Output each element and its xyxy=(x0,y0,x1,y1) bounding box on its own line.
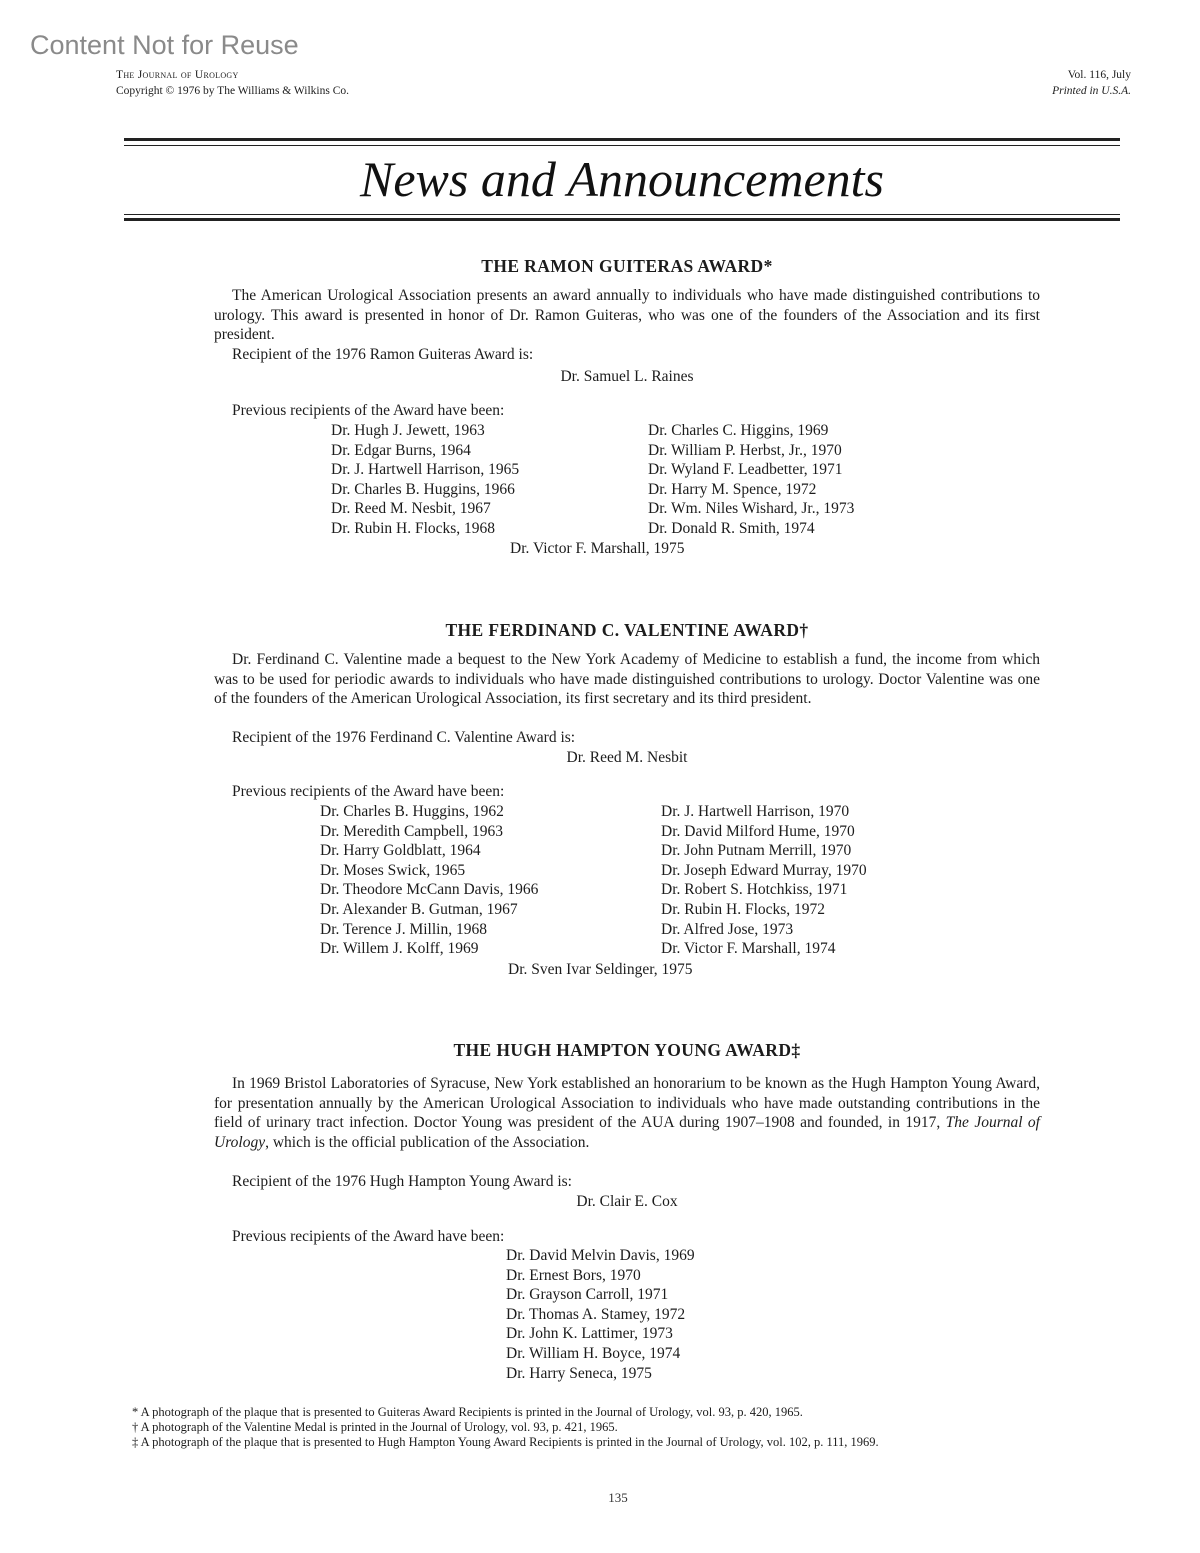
footnotes xyxy=(116,1405,946,1450)
list-item: Dr. Hugh J. Jewett, 1963 xyxy=(331,422,485,439)
valentine-body: Dr. Ferdinand C. Valentine made a bequest to the New York Academy of Medicine to establish a fund, the income from which was to be used for periodic awards to individuals who have made distinguished contributions to urology. Doctor Valentine was one of the founders of the American Urological Association, its first secretary and its third president. xyxy=(214,651,1040,708)
valentine-recipient-intro: Recipient of the 1976 Ferdinand C. Valentine Award is: xyxy=(232,729,576,746)
young-body-journal: The Journal of Urology xyxy=(214,1114,1040,1151)
list-item: Dr. Thomas A. Stamey, 1972 xyxy=(506,1305,686,1323)
copyright-line: Copyright © 1976 by The Williams & Wilkins Co. xyxy=(116,85,350,97)
valentine-previous-left xyxy=(320,802,538,959)
list-item: Dr. Wm. Niles Wishard, Jr., 1973 xyxy=(648,500,855,518)
masthead-bottom-rule-thin xyxy=(124,214,1120,215)
guiteras-body: The American Urological Association presents an award annually to individuals who have made distinguished contributions to urology. This award is presented in honor of Dr. Ramon Guiteras, who was one of the founders of the Association and its first president. xyxy=(214,287,1040,344)
list-item: Dr. William P. Herbst, Jr., 1970 xyxy=(648,441,842,459)
masthead-title: News and Announcements xyxy=(359,151,885,207)
list-item: Dr. Donald R. Smith, 1974 xyxy=(648,519,815,537)
list-item: Dr. Harry Seneca, 1975 xyxy=(506,1364,652,1382)
list-item: Dr. J. Hartwell Harrison, 1970 xyxy=(661,803,850,820)
printed-line: Printed in U.S.A. xyxy=(1052,85,1131,97)
valentine-previous-right xyxy=(661,802,867,959)
guiteras-recipient: Dr. Samuel L. Raines xyxy=(560,368,694,385)
list-item: Dr. Terence J. Millin, 1968 xyxy=(320,920,487,938)
list-item: Dr. Charles B. Huggins, 1962 xyxy=(320,803,504,820)
valentine-previous-intro: Previous recipients of the Award have been: xyxy=(232,783,505,800)
valentine-recipient: Dr. Reed M. Nesbit xyxy=(566,749,688,766)
young-body-end: , which is the official publication of the Association. xyxy=(265,1133,590,1151)
list-item: Dr. Harry Goldblatt, 1964 xyxy=(320,842,481,860)
guiteras-previous-right xyxy=(648,421,854,539)
running-header-right xyxy=(1052,67,1131,99)
watermark: Content Not for Reuse xyxy=(30,30,299,60)
footnote-valentine: † A photograph of the Valentine Medal is printed in the Journal of Urology, vol. 93, p. 421, 1965. xyxy=(132,1420,618,1434)
young-title: THE HUGH HAMPTON YOUNG AWARD‡ xyxy=(453,1040,801,1060)
footnote-guiteras: * A photograph of the plaque that is presented to Guiteras Award Recipients is printed in the Journal of Urology, vol. 93, p. 420, 1965. xyxy=(132,1405,803,1419)
guiteras-previous-left xyxy=(331,421,519,539)
list-item: Dr. Alfred Jose, 1973 xyxy=(661,920,794,938)
masthead-top-rule-thick xyxy=(124,138,1120,141)
young-recipient: Dr. Clair E. Cox xyxy=(576,1193,678,1210)
list-item: Dr. John Putnam Merrill, 1970 xyxy=(661,842,852,860)
list-item: Dr. Robert S. Hotchkiss, 1971 xyxy=(661,881,848,899)
list-item: Dr. Edgar Burns, 1964 xyxy=(331,441,471,459)
guiteras-title: THE RAMON GUITERAS AWARD* xyxy=(481,256,773,276)
valentine-title: THE FERDINAND C. VALENTINE AWARD† xyxy=(445,620,809,640)
list-item: Dr. Rubin H. Flocks, 1972 xyxy=(661,900,826,918)
guiteras-previous-last: Dr. Victor F. Marshall, 1975 xyxy=(510,540,685,557)
list-item: Dr. J. Hartwell Harrison, 1965 xyxy=(331,461,520,479)
list-item: Dr. Rubin H. Flocks, 1968 xyxy=(331,519,496,537)
list-item: Dr. Theodore McCann Davis, 1966 xyxy=(320,881,539,899)
list-item: Dr. John K. Lattimer, 1973 xyxy=(506,1325,673,1343)
journal-name: The Journal of Urology xyxy=(116,69,239,81)
list-item: Dr. Harry M. Spence, 1972 xyxy=(648,480,817,498)
list-item: Dr. David Melvin Davis, 1969 xyxy=(506,1247,695,1264)
list-item: Dr. Charles B. Huggins, 1966 xyxy=(331,480,515,498)
list-item: Dr. Willem J. Kolff, 1969 xyxy=(320,940,479,958)
valentine-previous-last: Dr. Sven Ivar Seldinger, 1975 xyxy=(508,961,693,978)
guiteras-recipient-intro: Recipient of the 1976 Ramon Guiteras Award is: xyxy=(232,346,534,363)
list-item: Dr. Ernest Bors, 1970 xyxy=(506,1266,641,1284)
list-item: Dr. Joseph Edward Murray, 1970 xyxy=(661,861,867,879)
young-body-start: In 1969 Bristol Laboratories of Syracuse, New York established an honorarium to be known as the Hugh Hampton Young Award, for presentation annually by the American Urological Association to individuals who have made outstanding contributions in the field of urinary tract infection. Doctor Young was president of the AUA during 1907–1908 and founded, in 1917, xyxy=(214,1075,1040,1132)
masthead-bottom-rule-thick xyxy=(124,218,1120,221)
list-item: Dr. Charles C. Higgins, 1969 xyxy=(648,422,829,439)
list-item: Dr. Meredith Campbell, 1963 xyxy=(320,822,503,840)
footnote-young: ‡ A photograph of the plaque that is presented to Hugh Hampton Young Award Recipients is printed in the Journal of Urology, vol. 102, p. 111, 1969. xyxy=(132,1435,879,1449)
young-previous-list xyxy=(506,1246,695,1383)
list-item: Dr. Alexander B. Gutman, 1967 xyxy=(320,900,518,918)
young-body xyxy=(214,1074,1040,1152)
list-item: Dr. Reed M. Nesbit, 1967 xyxy=(331,500,491,518)
page-number: 135 xyxy=(608,1490,628,1505)
list-item: Dr. Moses Swick, 1965 xyxy=(320,861,466,879)
running-header-left xyxy=(116,67,349,99)
young-recipient-intro: Recipient of the 1976 Hugh Hampton Young Award is: xyxy=(232,1173,572,1190)
volume-line: Vol. 116, July xyxy=(1067,69,1131,81)
masthead-top-rule-thin xyxy=(124,145,1120,146)
list-item: Dr. Wyland F. Leadbetter, 1971 xyxy=(648,461,843,479)
young-previous-intro: Previous recipients of the Award have been: xyxy=(232,1228,505,1245)
guiteras-previous-intro: Previous recipients of the Award have been: xyxy=(232,402,505,419)
list-item: Dr. Grayson Carroll, 1971 xyxy=(506,1286,669,1304)
list-item: Dr. David Milford Hume, 1970 xyxy=(661,822,855,840)
list-item: Dr. Victor F. Marshall, 1974 xyxy=(661,940,836,958)
list-item: Dr. William H. Boyce, 1974 xyxy=(506,1344,681,1362)
